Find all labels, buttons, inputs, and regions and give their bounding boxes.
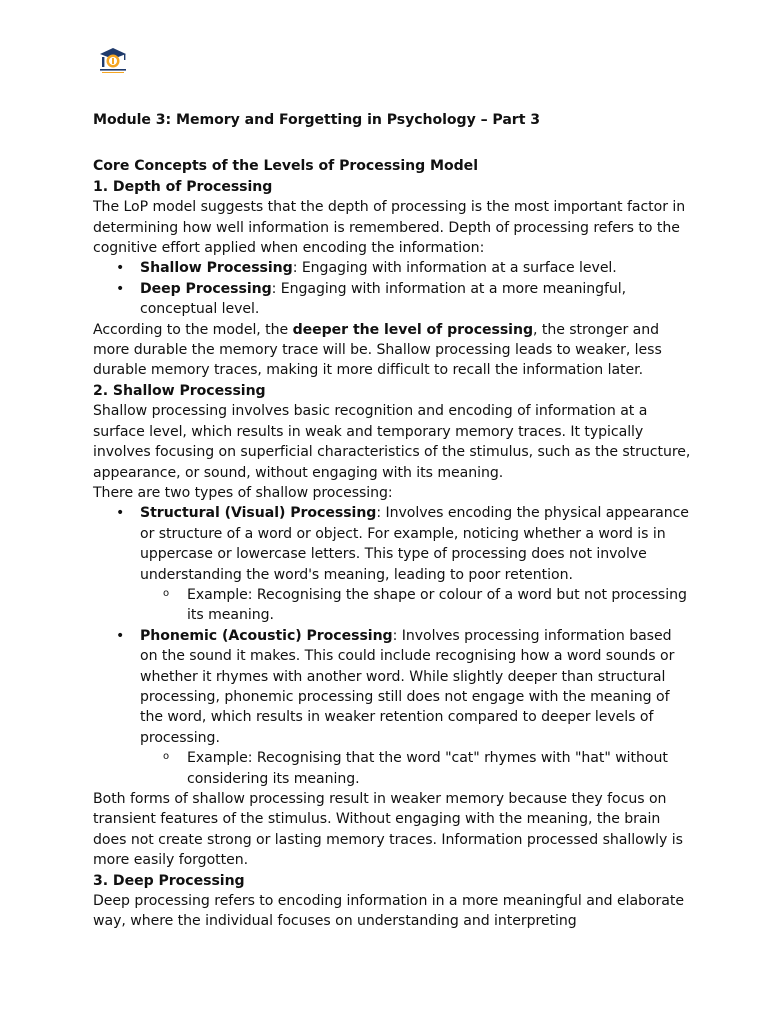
list-item: [93, 258, 693, 278]
sub-list: [140, 585, 693, 626]
sub-list-item: o Example: Recognising the shape or colour of a word but not processing its meaning.: [140, 585, 693, 626]
list-item-term: Phonemic (Acoustic) Processing: [140, 627, 393, 644]
sub-list-item: o Example: Recognising that the word "cat" rhymes with "hat" without considering its meaning.: [140, 748, 693, 789]
section-2-conclusion: Both forms of shallow processing result in weaker memory because they focus on transient features of the stimulus. Without engaging with the meaning, the brain does not create strong or lasting memory traces. Information processed shallowly is more easily forgotten.: [93, 791, 683, 869]
list-item-text: : Involves encoding the physical appearance or structure of a word or object. For example, noticing whether a word is in uppercase or lowercase letters. This type of processing does not involve understanding the word's meaning, leading to poor retention.: [140, 505, 689, 583]
sub-list: [140, 748, 693, 789]
list-item-term: Structural (Visual) Processing: [140, 505, 377, 522]
list-item-term: Deep Processing: [140, 280, 272, 297]
list-item: [93, 626, 693, 789]
section-1-paragraph: [93, 320, 693, 381]
document-body: [93, 110, 693, 932]
section-3-intro: Deep processing refers to encoding information in a more meaningful and elaborate way, where the individual focuses on understanding and interpreting: [93, 893, 684, 930]
section-2-list: [93, 503, 693, 789]
list-item-text: : Involves processing information based on the sound it makes. This could include recognising how a word sounds or whether it rhymes with another word. While slightly deeper than structural processing, phonemic processing still does not engage with the meaning of the word, which results in weaker retention compared to deeper levels of processing.: [140, 627, 675, 746]
list-item-text: : Engaging with information at a more meaningful, conceptual level.: [140, 280, 627, 318]
list-item: [93, 279, 693, 320]
section-1-list: [93, 258, 693, 319]
list-item: [93, 503, 693, 625]
text-run: According to the model, the: [93, 321, 293, 338]
core-concepts-heading: Core Concepts of the Levels of Processing Model: [93, 158, 478, 175]
emphasis-text: deeper the level of processing: [292, 321, 533, 338]
document-title: Module 3: Memory and Forgetting in Psychology – Part 3: [93, 112, 540, 128]
section-2-heading: 2. Shallow Processing: [93, 382, 266, 399]
section-2-intro: Shallow processing involves basic recognition and encoding of information at a surface level, which results in weak and temporary memory traces. It typically involves focusing on superficial characteristics of the stimulus, such as the structure, appearance, or sound, without engaging with its meaning.: [93, 403, 691, 481]
list-item-text: : Engaging with information at a surface level.: [292, 260, 617, 277]
section-1-intro: The LoP model suggests that the depth of processing is the most important factor in determining how well information is remembered. Depth of processing refers to the cognitive effort applied when encoding the information:: [93, 199, 686, 257]
section-2-types-intro: There are two types of shallow processing:: [93, 484, 393, 501]
school-logo-icon: [97, 46, 129, 76]
list-item-term: Shallow Processing: [140, 260, 293, 277]
text-run: , the stronger and more durable the memory trace will be. Shallow processing leads to weaker, less durable memory traces, making it more difficult to recall the information later.: [93, 321, 662, 379]
section-1-heading: 1. Depth of Processing: [93, 178, 273, 195]
section-3-heading: 3. Deep Processing: [93, 872, 245, 889]
